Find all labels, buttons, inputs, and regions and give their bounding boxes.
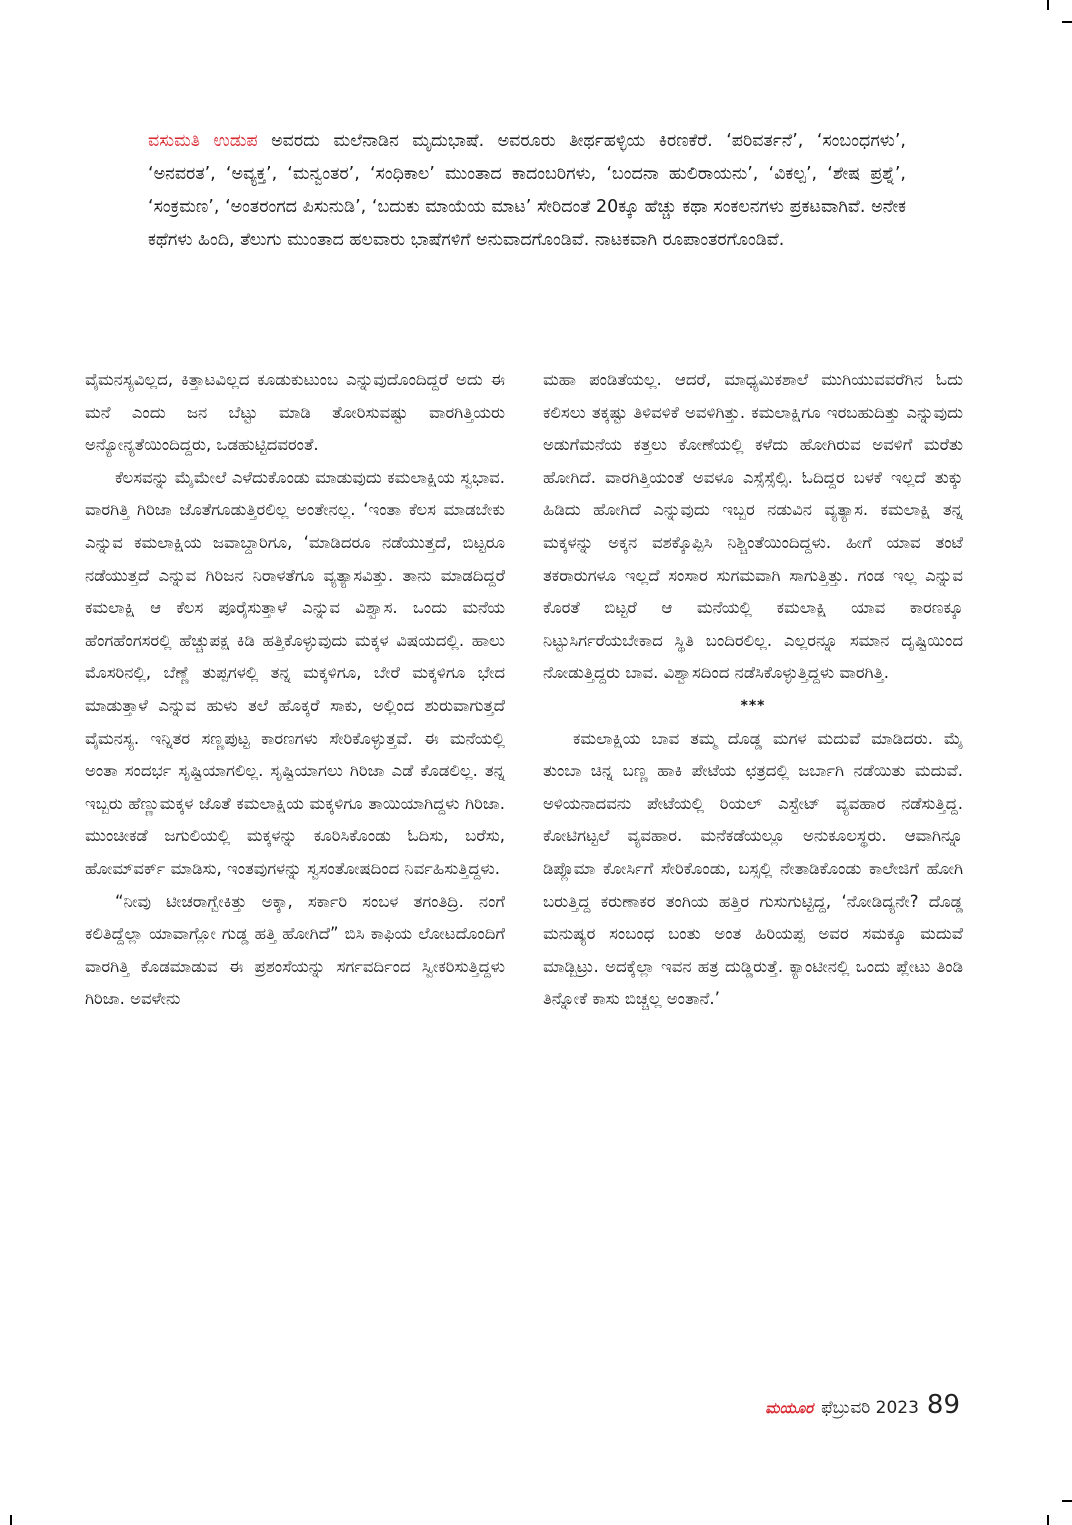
paragraph: “ನೀವು ಟೀಚರಾಗ್ಬೇಕಿತ್ತು ಅಕ್ಕಾ, ಸರ್ಕಾರಿ ಸಂಬಳ ತಗಂತಿದ್ರಿ. ನಂಗೆ ಕಲಿತಿದ್ದೆಲ್ಲಾ ಯಾವಾಗ್ಲೋ ಗುಡ್ಡ ಹತ್ತಿ ಹೋಗಿದೆ” ಬಿಸಿ ಕಾಫಿಯ ಲೋಟದೊಂದಿಗೆ ವಾರಗಿತ್ತಿ ಕೊಡಮಾಡುವ ಈ ಪ್ರಶಂಸೆಯನ್ನು ಸರ್ಗವರ್ದಿಂದ ಸ್ವೀಕರಿಸುತ್ತಿದ್ದಳು ಗಿರಿಜಾ. ಅವಳೇನು bbox=[85, 891, 505, 1009]
page-footer bbox=[765, 1390, 960, 1420]
author-bio-text: ಅವರದು ಮಲೆನಾಡಿನ ಮೃದುಭಾಷೆ. ಅವರೂರು ತೀರ್ಥಹಳ್ಳಿಯ ಕಿರಣಕೆರೆ. ‘ಪರಿವರ್ತನೆ’, ‘ಸಂಬಂಧಗಳು’, ‘ಅನವರತ’, ‘ಅವ್ಯಕ್ತ’, ‘ಮನ್ವಂತರ’, ‘ಸಂಧಿಕಾಲ’ ಮುಂತಾದ ಕಾದಂಬರಿಗಳು, ‘ಬಂದನಾ ಹುಲಿರಾಯನು’, ‘ವಿಕಲ್ಪ’, ‘ಶೇಷ ಪ್ರಶ್ನೆ’, ‘ಸಂಕ್ರಮಣ’, ‘ಅಂತರಂಗದ ಪಿಸುನುಡಿ’, ‘ಬದುಕು ಮಾಯೆಯ ಮಾಟ’ ಸೇರಿದಂತೆ 20ಕ್ಕೂ ಹೆಚ್ಚು ಕಥಾ ಸಂಕಲನಗಳು ಪ್ರಕಟವಾಗಿವೆ. ಅನೇಕ ಕಥೆಗಳು ಹಿಂದಿ, ತೆಲುಗು ಮುಂತಾದ ಹಲವಾರು ಭಾಷೆಗಳಿಗೆ ಅನುವಾದಗೊಂಡಿವೆ. ನಾಟಕವಾಗಿ ರೂಪಾಂತರಗೊಂಡಿವೆ. bbox=[148, 131, 906, 250]
page-number: 89 bbox=[926, 1390, 960, 1420]
section-separator: *** bbox=[740, 697, 766, 714]
paragraph: ಕೆಲಸವನ್ನು ಮೈಮೇಲೆ ಎಳೆದುಕೊಂಡು ಮಾಡುವುದು ಕಮಲಾಕ್ಷಿಯ ಸ್ವಭಾವ. ವಾರಗಿತ್ತಿ ಗಿರಿಜಾ ಜೊತೆಗೂಡುತ್ತಿರಲಿಲ್ಲ ಅಂತೇನಲ್ಲ. ‘ಇಂತಾ ಕೆಲಸ ಮಾಡಬೇಕು ಎನ್ನುವ ಕಮಲಾಕ್ಷಿಯ ಜವಾಬ್ದಾರಿಗೂ, ‘ಮಾಡಿದರೂ ನಡೆಯುತ್ತದೆ, ಬಿಟ್ಟರೂ ನಡೆಯುತ್ತದೆ ಎನ್ನುವ ಗಿರಿಜನ ನಿರಾಳತೆಗೂ ವ್ಯತ್ಯಾಸವಿತ್ತು. ತಾನು ಮಾಡದಿದ್ದರೆ ಕಮಲಾಕ್ಷಿ ಆ ಕೆಲಸ ಪೂರೈಸುತ್ತಾಳೆ ಎನ್ನುವ ವಿಶ್ವಾಸ. ಒಂದು ಮನೆಯ ಹೆಂಗಹೆಂಗಸರಲ್ಲಿ ಹೆಚ್ಚುಪಕ್ಷ ಕಿಡಿ ಹತ್ತಿಕೊಳ್ಳುವುದು ಮಕ್ಕಳ ವಿಷಯದಲ್ಲಿ. ಹಾಲು ಮೊಸರಿನಲ್ಲಿ, ಬೆಣ್ಣೆ ತುಪ್ಪಗಳಲ್ಲಿ ತನ್ನ ಮಕ್ಕಳಿಗೂ, ಬೇರೆ ಮಕ್ಕಳಿಗೂ ಭೇದ ಮಾಡುತ್ತಾಳೆ ಎನ್ನುವ ಹುಳು ತಲೆ ಹೊಕ್ಕರೆ ಸಾಕು, ಅಲ್ಲಿಂದ ಶುರುವಾಗುತ್ತದೆ ವೈಮನಸ್ಯ. ಇನ್ನಿತರ ಸಣ್ಣಪುಟ್ಟ ಕಾರಣಗಳು ಸೇರಿಕೊಳ್ಳುತ್ತವೆ. ಈ ಮನೆಯಲ್ಲಿ ಅಂತಾ ಸಂದರ್ಭ ಸೃಷ್ಟಿಯಾಗಲಿಲ್ಲ. ಸೃಷ್ಟಿಯಾಗಲು ಗಿರಿಜಾ ಎಡೆ ಕೊಡಲಿಲ್ಲ. ತನ್ನ ಇಬ್ಬರು ಹೆಣ್ಣುಮಕ್ಕಳ ಜೊತೆ ಕಮಲಾಕ್ಷಿಯ ಮಕ್ಕಳಿಗೂ ತಾಯಿಯಾಗಿದ್ದಳು ಗಿರಿಜಾ. ಮುಂಚೀಕಡೆ ಜಗುಲಿಯಲ್ಲಿ ಮಕ್ಕಳನ್ನು ಕೂರಿಸಿಕೊಂಡು ಓದಿಸು, ಬರೆಸು, ಹೋಮ್‌ವರ್ಕ್ ಮಾಡಿಸು, ಇಂತವುಗಳನ್ನು ಸ್ವಸಂತೋಷದಿಂದ ನಿರ್ವಹಿಸುತ್ತಿದ್ದಳು. bbox=[85, 467, 505, 878]
crop-mark bbox=[1062, 21, 1072, 23]
crop-mark bbox=[10, 1515, 12, 1525]
right-column bbox=[543, 364, 963, 1016]
paragraph: ಮಹಾ ಪಂಡಿತೆಯಲ್ಲ. ಆದರೆ, ಮಾಧ್ಯಮಿಕಶಾಲೆ ಮುಗಿಯುವವರೆಗಿನ ಓದು ಕಲಿಸಲು ತಕ್ಕಷ್ಟು ತಿಳಿವಳಿಕೆ ಅವಳಿಗಿತ್ತು. ಕಮಲಾಕ್ಷಿಗೂ ಇರಬಹುದಿತ್ತು ಎನ್ನುವುದು ಅಡುಗೆಮನೆಯ ಕತ್ತಲು ಕೋಣೆಯಲ್ಲಿ ಕಳೆದು ಹೋಗಿರುವ ಅವಳಿಗೆ ಮರೆತು ಹೋಗಿದೆ. ವಾರಗಿತ್ತಿಯಂತೆ ಅವಳೂ ಎಸ್ಸೆಸ್ಸೆಲ್ಸಿ. ಓದಿದ್ದರ ಬಳಕೆ ಇಲ್ಲದೆ ತುಕ್ಕು ಹಿಡಿದು ಹೋಗಿದೆ ಎನ್ನುವುದು ಇಬ್ಬರ ನಡುವಿನ ವ್ಯತ್ಯಾಸ. ಕಮಲಾಕ್ಷಿ ತನ್ನ ಮಕ್ಕಳನ್ನು ಅಕ್ಕನ ವಶಕ್ಕೊಪ್ಪಿಸಿ ನಿಶ್ಚಿಂತೆಯಿಂದಿದ್ದಳು. ಹೀಗೆ ಯಾವ ತಂಟೆ ತಕರಾರುಗಳೂ ಇಲ್ಲದೆ ಸಂಸಾರ ಸುಗಮವಾಗಿ ಸಾಗುತ್ತಿತ್ತು. ಗಂಡ ಇಲ್ಲ ಎನ್ನುವ ಕೊರತೆ ಬಿಟ್ಟರೆ ಆ ಮನೆಯಲ್ಲಿ ಕಮಲಾಕ್ಷಿ ಯಾವ ಕಾರಣಕ್ಕೂ ನಿಟ್ಟುಸಿರ್ಗರೆಯಬೇಕಾದ ಸ್ಥಿತಿ ಬಂದಿರಲಿಲ್ಲ. ಎಲ್ಲರನ್ನೂ ಸಮಾನ ದೃಷ್ಟಿಯಿಂದ ನೋಡುತ್ತಿದ್ದರು ಬಾವ. ವಿಶ್ವಾಸದಿಂದ ನಡೆಸಿಕೊಳ್ಳುತ್ತಿದ್ದಳು ವಾರಗಿತ್ತಿ. bbox=[543, 370, 963, 683]
crop-mark bbox=[1062, 1500, 1072, 1502]
crop-mark bbox=[1047, 1515, 1049, 1525]
left-column bbox=[85, 364, 505, 1016]
magazine-logo: ಮಯೂರ bbox=[765, 1399, 814, 1417]
issue-date: ಫೆಬ್ರುವರಿ 2023 bbox=[821, 1398, 919, 1418]
paragraph: ವೈಮನಸ್ಯವಿಲ್ಲದ, ಕಿತ್ತಾಟವಿಲ್ಲದ ಕೂಡುಕುಟುಂಬ ಎನ್ನುವುದೊಂದಿದ್ದರೆ ಅದು ಈ ಮನೆ ಎಂದು ಜನ ಬೆಟ್ಟು ಮಾಡಿ ತೋರಿಸುವಷ್ಟು ವಾರಗಿತ್ತಿಯರು ಅನ್ಯೋನ್ಯತೆಯಿಂದಿದ್ದರು, ಒಡಹುಟ್ಟಿದವರಂತೆ. bbox=[85, 370, 505, 455]
crop-mark bbox=[1047, 0, 1049, 10]
paragraph: ಕಮಲಾಕ್ಷಿಯ ಬಾವ ತಮ್ಮ ದೊಡ್ಡ ಮಗಳ ಮದುವೆ ಮಾಡಿದರು. ಮೈ ತುಂಬಾ ಚಿನ್ನ ಬಣ್ಣ ಹಾಕಿ ಪೇಟೆಯ ಛತ್ರದಲ್ಲಿ ಜರ್ಬಾಗಿ ನಡೆಯಿತು ಮದುವೆ. ಅಳಿಯನಾದವನು ಪೇಟೆಯಲ್ಲಿ ರಿಯಲ್ ಎಸ್ಟೇಟ್ ವ್ಯವಹಾರ ನಡೆಸುತ್ತಿದ್ದ. ಕೋಟಿಗಟ್ಟಲೆ ವ್ಯವಹಾರ. ಮನೆಕಡೆಯಲ್ಲೂ ಅನುಕೂಲಸ್ಥರು. ಆವಾಗಿನ್ನೂ ಡಿಪ್ಲೊಮಾ ಕೋರ್ಸಿಗೆ ಸೇರಿಕೊಂಡು, ಬಸ್ಸಲ್ಲಿ ನೇತಾಡಿಕೊಂಡು ಕಾಲೇಜಿಗೆ ಹೋಗಿ ಬರುತ್ತಿದ್ದ ಕರುಣಾಕರ ತಂಗಿಯ ಹತ್ತಿರ ಗುಸುಗುಟ್ಟಿದ್ದ, ‘ನೋಡಿದ್ಯನೇ? ದೊಡ್ಡ ಮನುಷ್ಯರ ಸಂಬಂಧ ಬಂತು ಅಂತ ಹಿರಿಯಪ್ಪ ಅವರ ಸಮಕ್ಕೂ ಮದುವೆ ಮಾಡ್ಬಿಟ್ರು. ಅದಕ್ಕೆಲ್ಲಾ ಇವನ ಹತ್ರ ದುಡ್ಡಿರುತ್ತೆ. ಕ್ಯಾಂಟೀನಲ್ಲಿ ಒಂದು ಪ್ಲೇಟು ತಿಂಡಿ ತಿನ್ನೋಕೆ ಕಾಸು ಬಿಚ್ಚಲ್ಲ ಅಂತಾನೆ.’ bbox=[543, 728, 963, 1009]
author-name: ವಸುಮತಿ ಉಡುಪ bbox=[148, 131, 258, 151]
author-bio bbox=[148, 125, 906, 257]
